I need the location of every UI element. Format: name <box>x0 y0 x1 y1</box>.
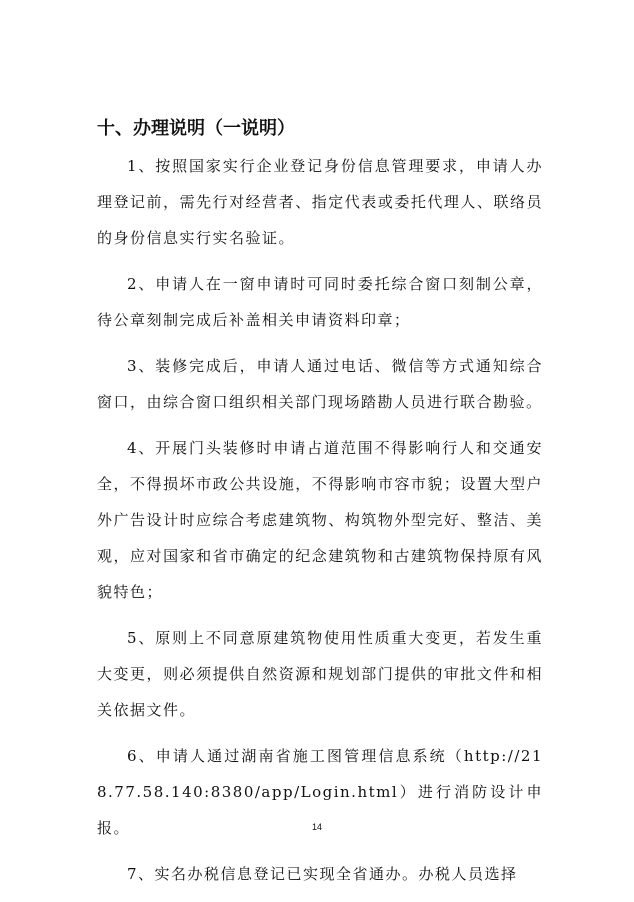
body-text <box>97 148 543 902</box>
paragraph-4: 4、开展门头装修时申请占道范围不得影响行人和交通安全，不得损坏市政公共设施，不得影响市容市貌；设置大型户外广告设计时应综合考虑建筑物、构筑物外型完好、整洁、美观，应对国家和省市确定的纪念建筑物和古建筑物保持原有风貌特色； <box>97 439 543 601</box>
page-number: 14 <box>311 822 322 832</box>
paragraph-7: 7、实名办税信息登记已实现全省通办。办税人员选择 <box>127 865 518 883</box>
section-heading: 十、办理说明（一说明） <box>97 118 295 139</box>
paragraph-1: 1、按照国家实行企业登记身份信息管理要求，申请人办理登记前，需先行对经营者、指定代表或委托代理人、联络员的身份信息实行实名验证。 <box>97 157 543 247</box>
paragraph-2: 2、申请人在一窗申请时可同时委托综合窗口刻制公章，待公章刻制完成后补盖相关申请资料印章； <box>97 275 543 329</box>
paragraph-3: 3、装修完成后，申请人通过电话、微信等方式通知综合窗口，由综合窗口组织相关部门现场踏勘人员进行联合勘验。 <box>97 357 543 411</box>
paragraph-5: 5、原则上不同意原建筑物使用性质重大变更，若发生重大变更，则必须提供自然资源和规划部门提供的审批文件和相关依据文件。 <box>97 629 543 719</box>
paragraph-6: 6、申请人通过湖南省施工图管理信息系统（http://218.77.58.140:8380/app/Login.html）进行消防设计申报。 <box>97 747 543 837</box>
